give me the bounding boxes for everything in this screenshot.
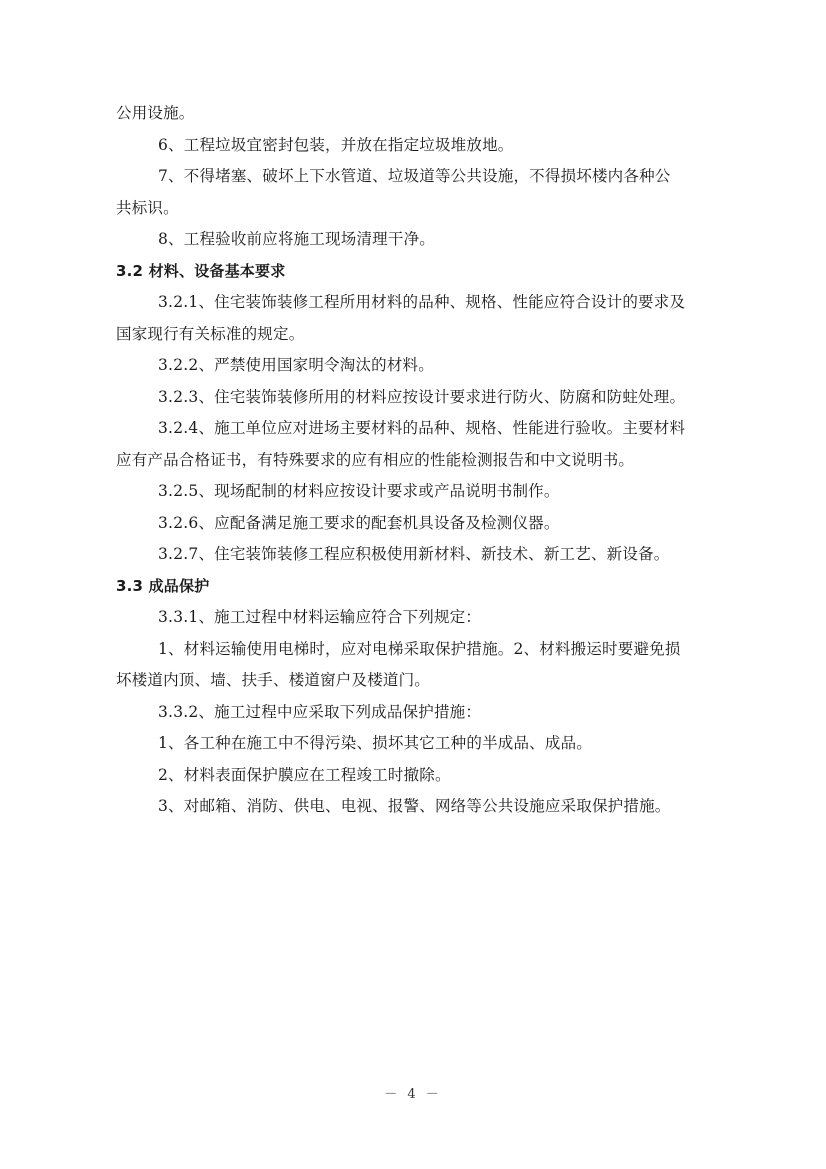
section-heading: 3.3 成品保护 xyxy=(116,576,210,595)
paragraph-line: 7、不得堵塞、破坏上下水管道、垃圾道等公共设施，不得损坏楼内各种公 xyxy=(158,167,671,185)
paragraph-line: 3.3.2、施工过程中应采取下列成品保护措施： xyxy=(158,702,482,721)
paragraph-line: 3.2.3、住宅装饰装修所用的材料应按设计要求进行防火、防腐和防蛀处理。 xyxy=(158,387,686,406)
text-line: 国家现行有关标准的规定。 xyxy=(116,324,305,343)
paragraph-line: 3.3.1、施工过程中材料运输应符合下列规定： xyxy=(158,608,482,626)
page-number: － 4 － xyxy=(384,1087,442,1102)
paragraph-line: 3.2.5、现场配制的材料应按设计要求或产品说明书制作。 xyxy=(158,482,560,500)
paragraph-line: 3.2.2、严禁使用国家明令淘汰的材料。 xyxy=(158,356,434,374)
section-heading: 3.2 材料、设备基本要求 xyxy=(116,261,286,280)
document-body xyxy=(116,102,712,827)
paragraph-line: 3、对邮箱、消防、供电、电视、报警、网络等公共设施应采取保护措施。 xyxy=(158,797,671,815)
text-line: 应有产品合格证书，有特殊要求的应有相应的性能检测报告和中文说明书。 xyxy=(116,450,635,469)
paragraph-line: 3.2.6、应配备满足施工要求的配套机具设备及检测仪器。 xyxy=(158,513,560,532)
paragraph-line: 8、工程验收前应将施工现场清理干净。 xyxy=(158,230,435,248)
paragraph-line: 1、各工种在施工中不得污染、损坏其它工种的半成品、成品。 xyxy=(158,734,592,752)
paragraph-line: 3.2.4、施工单位应对进场主要材料的品种、规格、性能进行验收。主要材料 xyxy=(158,419,686,437)
paragraph-line: 6、工程垃圾宜密封包装，并放在指定垃圾堆放地。 xyxy=(158,135,514,154)
paragraph-line: 1、材料运输使用电梯时，应对电梯采取保护措施。2、材料搬运时要避免损 xyxy=(158,639,681,658)
text-line: 公用设施。 xyxy=(116,104,195,122)
paragraph-line: 3.2.7、住宅装饰装修工程应积极使用新材料、新技术、新工艺、新设备。 xyxy=(158,545,670,563)
paragraph-line: 3.2.1、住宅装饰装修工程所用材料的品种、规格、性能应符合设计的要求及 xyxy=(158,293,686,311)
text-line: 共标识。 xyxy=(116,198,179,217)
text-line: 坏楼道内顶、墙、扶手、楼道窗户及楼道门。 xyxy=(116,671,431,689)
paragraph-line: 2、材料表面保护膜应在工程竣工时撤除。 xyxy=(158,765,451,784)
